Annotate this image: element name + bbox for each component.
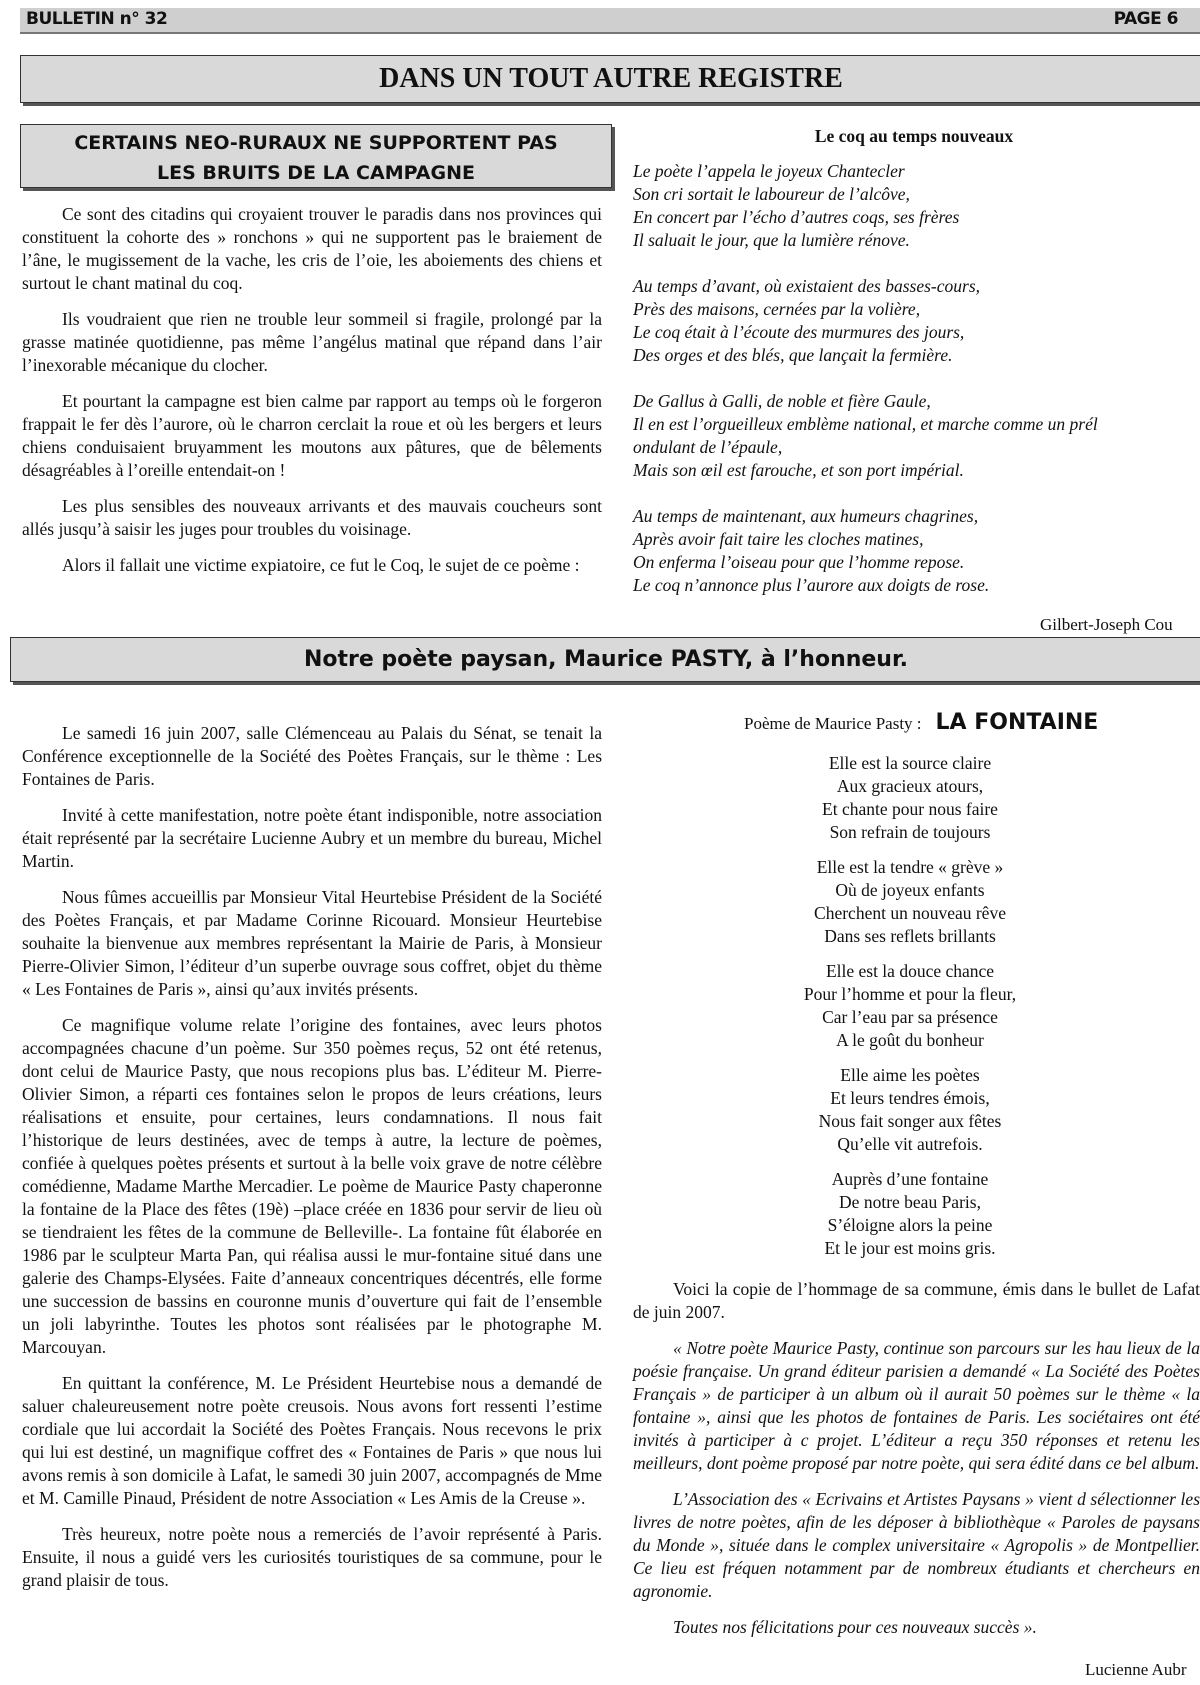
article1-body: [22, 203, 602, 590]
fontaine-poem: [700, 752, 1120, 1272]
hommage-quote-paragraph: L’Association des « Ecrivains et Artistes Paysans » vient d sélectionner les livres de notre poètes, afin de les déposer à bibliothèque « Paroles de paysans du Monde », située dans le complex universitaire « Agropolis » de Montpellier. Ce lieu est fréquen notamment par de nombreux étudiants et chercheurs en agronomie.: [633, 1489, 1200, 1601]
poem-line: Qu’elle vit autrefois.: [837, 1134, 983, 1154]
page-number: PAGE 6: [1113, 9, 1178, 29]
poem-line: Aux gracieux atours,: [836, 776, 984, 796]
poem-line: Il saluait le jour, que la lumière rénove.: [633, 230, 910, 250]
fontaine-poem-title: LA FONTAINE: [935, 710, 1099, 735]
poem-line: Son cri sortait le laboureur de l’alcôve,: [633, 184, 910, 204]
poem-line: Elle est la douce chance: [825, 961, 995, 981]
poem-line: Nous fait songer aux fêtes: [818, 1111, 1002, 1131]
poem-line: Pour l’homme et pour la fleur,: [803, 984, 1017, 1004]
poem-stanza: [633, 505, 1098, 597]
poem-line: S’éloigne alors la peine: [827, 1215, 993, 1235]
article2-paragraph: Le samedi 16 juin 2007, salle Clémenceau au Palais du Sénat, se tenait la Conférence exceptionnelle de la Société des Poètes Français, sur le thème : Les Fontaines de Paris.: [22, 723, 602, 789]
article2-paragraph: Nous fûmes accueillis par Monsieur Vital Heurtebise Président de la Société des Poètes Français, et par Madame Corinne Ricouard. Monsieur Heurtebise souhaite la bienvenue aux membres représentant la Mairie de Paris, à Monsieur Pierre-Olivier Simon, l’éditeur d’un superbe ouvrage sous coffret, objet du thème « Les Fontaines de Paris », ainsi qu’aux invités présents.: [22, 887, 602, 999]
poem-line: Auprès d’une fontaine: [831, 1169, 989, 1189]
poem-line: A le goût du bonheur: [836, 1030, 984, 1050]
section2-banner-title: Notre poète paysan, Maurice PASTY, à l’honneur.: [303, 647, 909, 672]
fontaine-poem-intro: Poème de Maurice Pasty :: [744, 714, 922, 733]
article1-title-line1: CERTAINS NEO-RURAUX NE SUPPORTENT PAS: [74, 132, 558, 154]
poem-stanza: [700, 856, 1120, 948]
hommage-text: [633, 1278, 1200, 1652]
article2-paragraph: Très heureux, notre poète nous a remerciés de l’avoir représenté à Paris. Ensuite, il nous a guidé vers les curiosités touristiques de sa commune, pour le grand plaisir de tous.: [22, 1524, 602, 1590]
poem-line: Le coq était à l’écoute des murmures des jours,: [633, 322, 965, 342]
poem-stanza: [700, 1064, 1120, 1156]
poem-line: Car l’eau par sa présence: [822, 1007, 998, 1027]
poem-stanza: [633, 275, 1098, 367]
article1-title-box: [20, 124, 612, 188]
poem-line: Où de joyeux enfants: [835, 880, 985, 900]
poem-line: En concert par l’écho d’autres coqs, ses frères: [633, 207, 960, 227]
poem-line: De notre beau Paris,: [839, 1192, 981, 1212]
poem-line: Au temps d’avant, où existaient des basses-cours,: [633, 276, 981, 296]
section2-banner: [10, 637, 1200, 682]
article2-paragraph: Invité à cette manifestation, notre poète étant indisponible, notre association était représenté par la secrétaire Lucienne Aubry et un membre du bureau, Michel Martin.: [22, 805, 602, 871]
article1-paragraph: Ce sont des citadins qui croyaient trouver le paradis dans nos provinces qui constituent la cohorte des » ronchons » qui ne supportent pas le braiement de l’âne, le mugissement de la vache, les cris de l’oie, les aboiements des chiens et surtout le chant matinal du coq.: [22, 204, 602, 293]
article2-paragraph: Ce magnifique volume relate l’origine des fontaines, avec leurs photos accompagnées chacune d’un poème. Sur 350 poèmes reçus, 52 ont été retenus, dont celui de Maurice Pasty, que nous recopions plus bas. L’éditeur M. Pierre-Olivier Simon, a réparti ces fontaines selon le propos de leurs créations, leurs réalisations et ensuite, pour certaines, leurs condamnations. Il nous fait l’historique de leurs destinées, avec de temps à autre, la lecture de poèmes, confiée à quelques poètes présents et surtout à la belle voix grave de notre célèbre comédienne, Madame Marthe Mercadier. Le poème de Maurice Pasty chaperonne la fontaine de la Place des fêtes (19è) –place créée en 1836 pour servir de lieu où se tiendraient les fêtes de la commune de Belleville-. La fontaine fût élaborée en 1986 par le sculpteur Marta Pan, qui réalisa aussi le mur-fontaine situé dans une galerie des Champs-Elysées. Faite d’anneaux concentriques décentrés, elle forme une succession de bassins en couronne munis d’ouverture qui fait de l’ensemble un joli labyrinthe. Toutes les photos sont réalisées par le photographe M. Marcouyan.: [22, 1015, 602, 1357]
coq-poem-signature: Gilbert-Joseph Cou: [1040, 615, 1173, 634]
poem-stanza: [700, 752, 1120, 844]
fontaine-poem-heading: [744, 710, 1098, 735]
poem-line: Près des maisons, cernées par la volière,: [633, 299, 921, 319]
poem-line: Son refrain de toujours: [829, 822, 991, 842]
hommage-quote-paragraph: Toutes nos félicitations pour ces nouveaux succès ».: [673, 1617, 1037, 1637]
hommage-paragraph: Voici la copie de l’hommage de sa commune, émis dans le bullet de Lafat de juin 2007.: [633, 1279, 1200, 1322]
hommage-signature: Lucienne Aubr: [1085, 1660, 1187, 1679]
article1-title-line2: LES BRUITS DE LA CAMPAGNE: [157, 162, 475, 184]
section1-banner-title: DANS UN TOUT AUTRE REGISTRE: [379, 63, 843, 94]
poem-stanza: [633, 390, 1098, 482]
poem-line: On enferma l’oiseau pour que l’homme repose.: [633, 552, 965, 572]
poem-line: Il en est l’orgueilleux emblème national, et marche comme un prél: [633, 414, 1098, 434]
poem-line: Elle est la tendre « grève »: [816, 857, 1004, 877]
poem-line: Au temps de maintenant, aux humeurs chagrines,: [633, 506, 979, 526]
article1-paragraph: Et pourtant la campagne est bien calme par rapport au temps où le forgeron frappait le fer dès l’aurore, où le charron cerclait la roue et où les bergers et leurs chiens conduisaient bruyamment les moutons aux pâtures, que de bêlements désagréables à l’oreille entendait-on !: [22, 391, 602, 480]
poem-line: Après avoir fait taire les cloches matines,: [633, 529, 924, 549]
poem-stanza: [700, 960, 1120, 1052]
bulletin-number: BULLETIN n° 32: [26, 9, 168, 29]
coq-poem: [633, 160, 1098, 620]
hommage-quote-paragraph: « Notre poète Maurice Pasty, continue son parcours sur les hau lieux de la poésie française. Un grand éditeur parisien a demandé « La Société des Poètes Français » de participer à un album où il aurait 50 poèmes sur le thème « la fontaine », ainsi que les photos de fontaines de Paris. Les sociétaires ont été invités à participer à c projet. L’éditeur a reçu 350 réponses et retenu les meilleurs, dont poème proposé par notre poète, qui sera édité dans ce bel album.: [633, 1338, 1200, 1473]
poem-line: Et le jour est moins gris.: [824, 1238, 996, 1258]
poem-stanza: [700, 1168, 1120, 1260]
poem-line: Mais son œil est farouche, et son port impérial.: [633, 460, 964, 480]
section1-banner: [20, 55, 1200, 103]
article2-body: [22, 722, 602, 1605]
article1-paragraph: Alors il fallait une victime expiatoire, ce fut le Coq, le sujet de ce poème :: [62, 555, 580, 575]
poem-line: Elle aime les poètes: [840, 1065, 980, 1085]
article1-paragraph: Les plus sensibles des nouveaux arrivants et des mauvais coucheurs sont allés jusqu’à saisir les juges pour troubles du voisinage.: [22, 496, 602, 539]
poem-line: Des orges et des blés, que lançait la fermière.: [633, 345, 953, 365]
poem-line: Elle est la source claire: [828, 753, 992, 773]
poem-line: Et leurs tendres émois,: [830, 1088, 990, 1108]
poem-line: Dans ses reflets brillants: [824, 926, 996, 946]
coq-poem-title: Le coq au temps nouveaux: [814, 126, 1014, 146]
poem-line: ondulant de l’épaule,: [633, 437, 783, 457]
poem-line: Le poète l’appela le joyeux Chantecler: [633, 161, 905, 181]
poem-line: De Gallus à Galli, de noble et fière Gaule,: [633, 391, 931, 411]
poem-line: Le coq n’annonce plus l’aurore aux doigts de rose.: [633, 575, 990, 595]
poem-line: Et chante pour nous faire: [822, 799, 998, 819]
poem-stanza: [633, 160, 1098, 252]
article1-paragraph: Ils voudraient que rien ne trouble leur sommeil si fragile, prolongé par la grasse matinée quotidienne, pas même l’angélus matinal que répand dans l’air l’inexorable mécanique du clocher.: [22, 309, 602, 375]
article2-paragraph: En quittant la conférence, M. Le Président Heurtebise nous a demandé de saluer chaleureusement notre poète creusois. Nous avons fort ressenti l’estime cordiale que lui accordait la Société des Poètes Français. Nous recevons le prix qui lui est destiné, un magnifique coffret des « Fontaines de Paris » que nous lui avons remis à son domicile à Lafat, le samedi 30 juin 2007, accompagnés de Mme et M. Camille Pinaud, Président de notre Association « Les Amis de la Creuse ».: [22, 1373, 602, 1508]
poem-line: Cherchent un nouveau rêve: [814, 903, 1006, 923]
page-header-bar: [20, 8, 1200, 34]
